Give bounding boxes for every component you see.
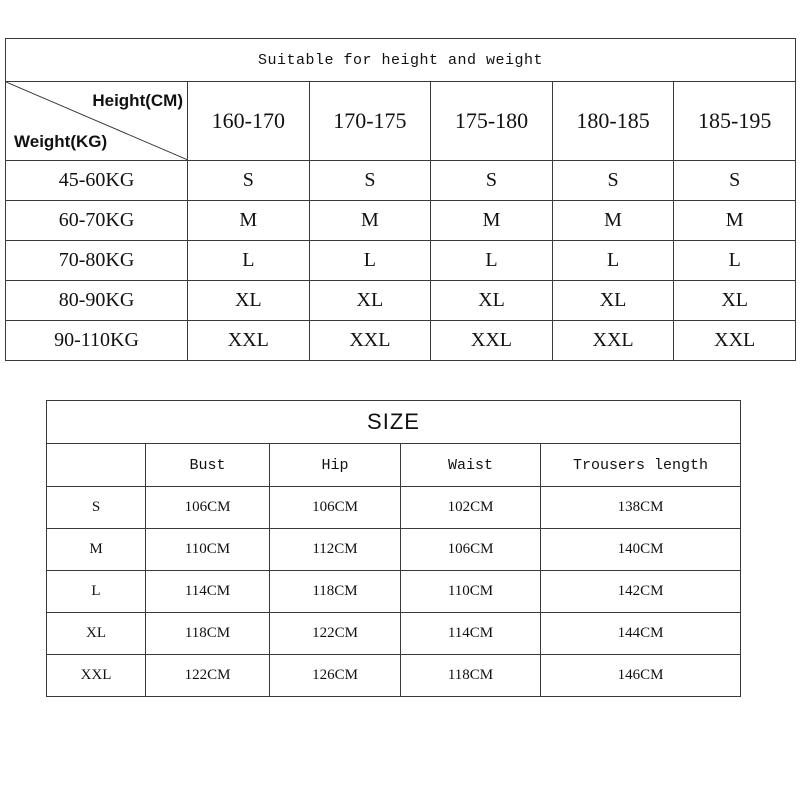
waist-cell: 102CM	[401, 487, 541, 529]
bust-header: Bust	[146, 444, 270, 487]
bust-cell: 114CM	[146, 571, 270, 613]
size-label-cell: XXL	[47, 655, 146, 697]
height-col-header: 170-175	[309, 82, 431, 161]
corner-cell	[6, 82, 188, 161]
size-cell: XL	[309, 281, 431, 321]
bust-cell: 118CM	[146, 613, 270, 655]
size-cell: S	[674, 161, 796, 201]
weight-range-cell: 70-80KG	[6, 241, 188, 281]
table-row	[47, 571, 741, 613]
size-label-cell: L	[47, 571, 146, 613]
table-row	[47, 487, 741, 529]
size-cell: XXL	[552, 321, 674, 361]
size-measurement-table	[46, 400, 741, 697]
size-header-row	[47, 444, 741, 487]
table-row	[6, 201, 796, 241]
table-row	[6, 161, 796, 201]
trousers-length-header: Trousers length	[541, 444, 741, 487]
height-col-header: 175-180	[431, 82, 553, 161]
height-col-header: 160-170	[188, 82, 310, 161]
size-cell: L	[309, 241, 431, 281]
waist-header: Waist	[401, 444, 541, 487]
size-cell: XXL	[674, 321, 796, 361]
size-cell: S	[309, 161, 431, 201]
size-cell: M	[431, 201, 553, 241]
trousers-length-cell: 144CM	[541, 613, 741, 655]
table-row	[6, 241, 796, 281]
table-row	[47, 655, 741, 697]
trousers-length-cell: 140CM	[541, 529, 741, 571]
waist-cell: 110CM	[401, 571, 541, 613]
size-cell: S	[431, 161, 553, 201]
size-cell: XXL	[188, 321, 310, 361]
table-row	[47, 529, 741, 571]
table-row	[6, 321, 796, 361]
size-cell: XXL	[309, 321, 431, 361]
table-row	[47, 613, 741, 655]
size-cell: M	[674, 201, 796, 241]
size-cell: M	[188, 201, 310, 241]
hip-cell: 106CM	[270, 487, 401, 529]
size-cell: XL	[674, 281, 796, 321]
height-weight-table	[5, 38, 796, 361]
height-header-row	[6, 82, 796, 161]
waist-cell: 118CM	[401, 655, 541, 697]
bust-cell: 106CM	[146, 487, 270, 529]
height-col-header: 185-195	[674, 82, 796, 161]
trousers-length-cell: 142CM	[541, 571, 741, 613]
trousers-length-cell: 138CM	[541, 487, 741, 529]
size-label-cell: M	[47, 529, 146, 571]
weight-range-cell: 45-60KG	[6, 161, 188, 201]
height-weight-title: Suitable for height and weight	[6, 39, 796, 82]
hip-cell: 112CM	[270, 529, 401, 571]
waist-cell: 106CM	[401, 529, 541, 571]
size-cell: XL	[552, 281, 674, 321]
size-cell: M	[309, 201, 431, 241]
size-cell: L	[188, 241, 310, 281]
hip-cell: 118CM	[270, 571, 401, 613]
trousers-length-cell: 146CM	[541, 655, 741, 697]
table-row	[6, 281, 796, 321]
size-cell: L	[674, 241, 796, 281]
size-cell: XL	[431, 281, 553, 321]
size-table-title: SIZE	[47, 401, 741, 444]
size-cell: L	[431, 241, 553, 281]
bust-cell: 122CM	[146, 655, 270, 697]
weight-axis-label: Weight(KG)	[14, 132, 108, 151]
hip-cell: 126CM	[270, 655, 401, 697]
size-cell: L	[552, 241, 674, 281]
size-cell: S	[552, 161, 674, 201]
hip-cell: 122CM	[270, 613, 401, 655]
height-col-header: 180-185	[552, 82, 674, 161]
weight-range-cell: 80-90KG	[6, 281, 188, 321]
size-cell: XXL	[431, 321, 553, 361]
waist-cell: 114CM	[401, 613, 541, 655]
hip-header: Hip	[270, 444, 401, 487]
size-label-cell: S	[47, 487, 146, 529]
size-label-cell: XL	[47, 613, 146, 655]
empty-header-cell	[47, 444, 146, 487]
weight-range-cell: 60-70KG	[6, 201, 188, 241]
size-cell: XL	[188, 281, 310, 321]
size-cell: S	[188, 161, 310, 201]
weight-range-cell: 90-110KG	[6, 321, 188, 361]
size-cell: M	[552, 201, 674, 241]
height-axis-label: Height(CM)	[92, 91, 183, 110]
bust-cell: 110CM	[146, 529, 270, 571]
